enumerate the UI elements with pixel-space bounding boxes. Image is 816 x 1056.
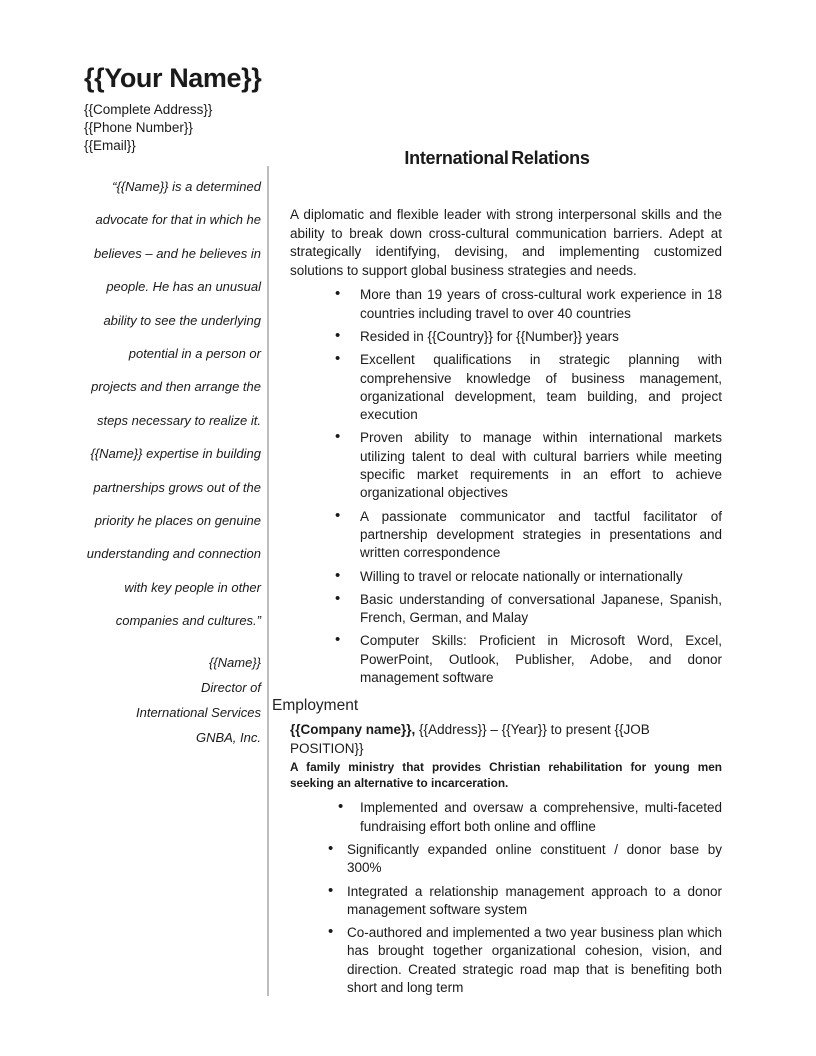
- candidate-name: {{Your Name}}: [84, 63, 262, 93]
- employment-heading: Employment: [272, 697, 359, 715]
- company-description: A family ministry that provides Christian rehabilitation for young men seeking an alternative to incarceration.: [290, 760, 722, 790]
- employment-bullet-item: • Significantly expanded online constituent / donor base by 300%: [290, 841, 722, 878]
- employment-bullet-item: • Implemented and oversaw a comprehensive, multi-faceted fundraising effort both online and offline: [290, 799, 722, 836]
- attribution-name: {{Name}}: [208, 654, 261, 670]
- employment-bullets-list: [290, 799, 722, 997]
- company-line: [290, 720, 722, 758]
- quote-line: priority he places on genuine: [94, 513, 261, 529]
- highlight-item: • More than 19 years of cross-cultural work experience in 18 countries including travel to over 40 countries: [290, 286, 722, 323]
- quote-line: {{Name}} expertise in building: [90, 446, 261, 462]
- highlight-item: • Basic understanding of conversational Japanese, Spanish, French, German, and Malay: [290, 591, 722, 628]
- employment-bullet-item: • Integrated a relationship management approach to a donor management software system: [290, 883, 722, 920]
- quote-line: believes – and he believes in: [94, 245, 261, 261]
- highlight-item: • Resided in {{Country}} for {{Number}} years: [290, 328, 722, 346]
- email-line: {{Email}}: [84, 138, 136, 153]
- summary-paragraph: A diplomatic and flexible leader with strong interpersonal skills and the ability to break down cross-cultural communication barriers. Adept at strategically identifying, devising, and implementing customized solutions to support global business strategies and needs.: [290, 207, 722, 278]
- company-name: {{Company name}},: [290, 722, 416, 738]
- quote-line: ability to see the underlying: [103, 312, 261, 328]
- header-block: [84, 62, 384, 155]
- attribution-title: Director of: [201, 679, 261, 695]
- quote-line: companies and cultures.”: [115, 613, 261, 629]
- vertical-divider: [267, 166, 269, 996]
- testimonial-quote: [64, 170, 261, 750]
- attribution-department: International Services: [135, 704, 261, 720]
- quote-line: “{{Name}} is a determined: [112, 179, 261, 194]
- company-details: {{Address}} – {{Year}} to present {{JOB POSITION}}: [290, 722, 650, 757]
- main-content: [272, 146, 722, 1002]
- quote-line: potential in a person or: [128, 346, 261, 362]
- quote-line: partnerships grows out of the: [93, 479, 261, 495]
- address-line: {{Complete Address}}: [84, 102, 213, 117]
- highlight-item: • Willing to travel or relocate nationally or internationally: [290, 568, 722, 586]
- highlights-list: [290, 286, 722, 687]
- highlight-item: • A passionate communicator and tactful facilitator of partnership development strategies in presentations and written correspondence: [290, 508, 722, 563]
- section-title: International Relations: [404, 148, 590, 168]
- phone-line: {{Phone Number}}: [84, 120, 193, 135]
- highlight-item: • Computer Skills: Proficient in Microsoft Word, Excel, PowerPoint, Outlook, Publisher, Adobe, and donor management software: [290, 632, 722, 687]
- quote-line: people. He has an unusual: [106, 279, 261, 295]
- attribution-company: GNBA, Inc.: [195, 729, 261, 745]
- quote-line: understanding and connection: [86, 546, 261, 562]
- quote-line: advocate for that in which he: [95, 212, 261, 228]
- quote-attribution: [64, 650, 261, 750]
- quote-line: steps necessary to realize it.: [96, 412, 261, 428]
- quote-line: projects and then arrange the: [91, 379, 261, 395]
- highlight-item: • Proven ability to manage within international markets utilizing talent to deal with cultural barriers while meeting specific market requirements in an effort to achieve organizational objectives: [290, 429, 722, 502]
- employment-bullet-item: • Co-authored and implemented a two year business plan which has brought together organizational cohesion, vision, and direction. Created strategic road map that is benefiting both short and long term: [290, 924, 722, 997]
- highlight-item: • Excellent qualifications in strategic planning with comprehensive knowledge of business management, organizational development, team building, and project execution: [290, 351, 722, 424]
- quote-line: with key people in other: [124, 579, 261, 595]
